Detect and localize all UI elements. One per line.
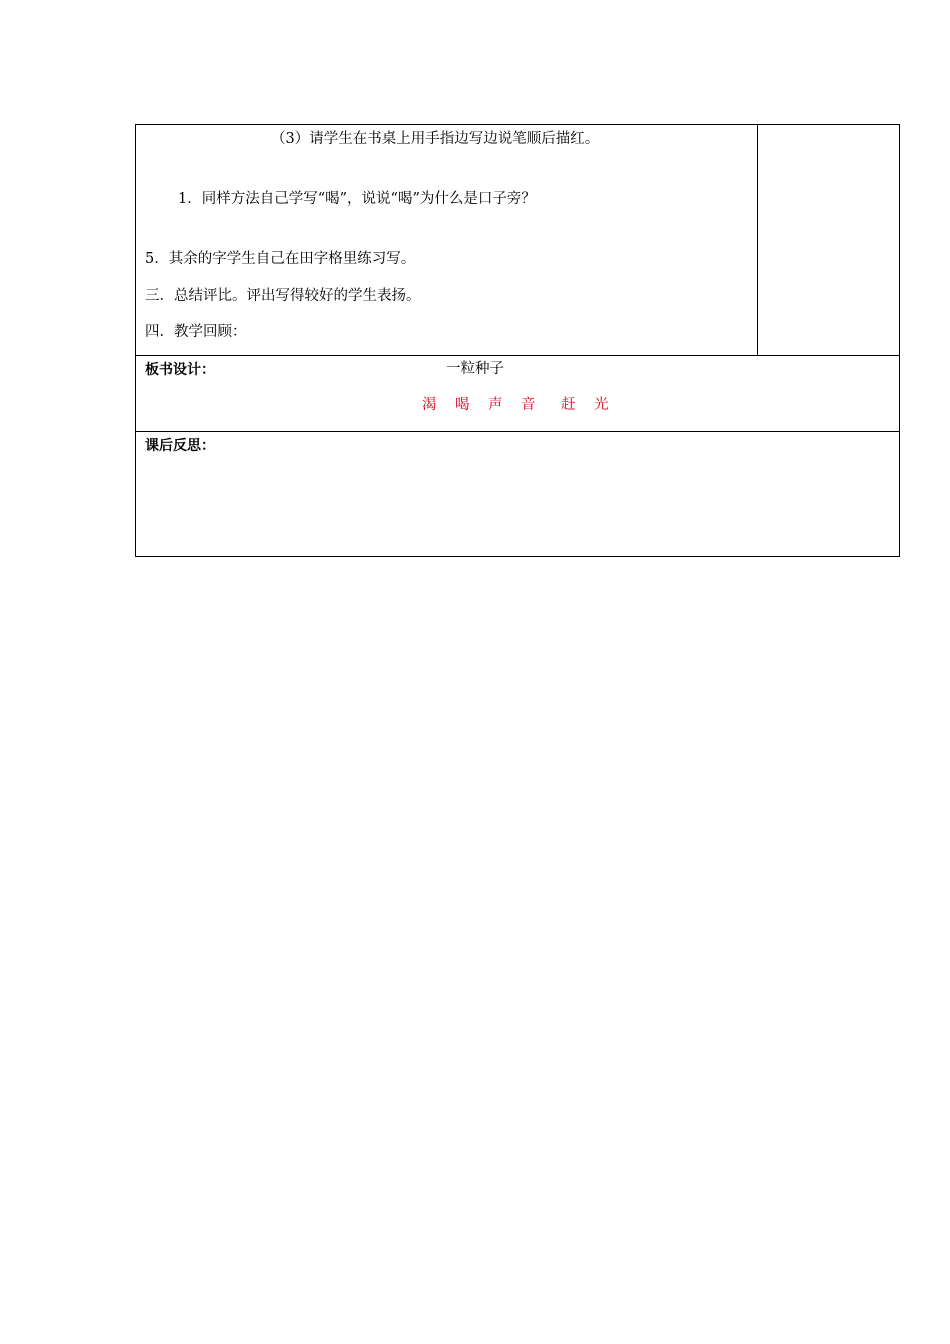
reflection-label: 课后反思： bbox=[145, 438, 215, 454]
board-character: 音 bbox=[521, 397, 536, 413]
notes-column-cell bbox=[758, 125, 900, 356]
step-line: （3）请学生在书桌上用手指边写边说笔顺后描红。 bbox=[271, 131, 600, 147]
board-design-label: 板书设计： bbox=[145, 362, 215, 378]
step-line: 1．同样方法自己学写“喝”，说说“喝”为什么是口子旁？ bbox=[178, 191, 536, 207]
reflection-cell bbox=[136, 432, 900, 557]
step-line: 三．总结评比。评出写得较好的学生表扬。 bbox=[145, 288, 421, 304]
board-design-title: 一粒种子 bbox=[446, 361, 504, 377]
board-character: 渴 bbox=[422, 397, 437, 413]
lesson-plan-table bbox=[135, 124, 900, 557]
board-design-cell bbox=[136, 356, 900, 432]
board-characters bbox=[422, 396, 609, 414]
board-character: 喝 bbox=[455, 397, 470, 413]
board-character: 声 bbox=[488, 397, 503, 413]
step-line: 四．教学回顾： bbox=[145, 324, 247, 340]
step-line: 5．其余的字学生自己在田字格里练习写。 bbox=[145, 251, 416, 267]
board-character: 光 bbox=[594, 397, 609, 413]
board-character: 赶 bbox=[561, 397, 576, 413]
teaching-steps-cell bbox=[136, 125, 758, 356]
